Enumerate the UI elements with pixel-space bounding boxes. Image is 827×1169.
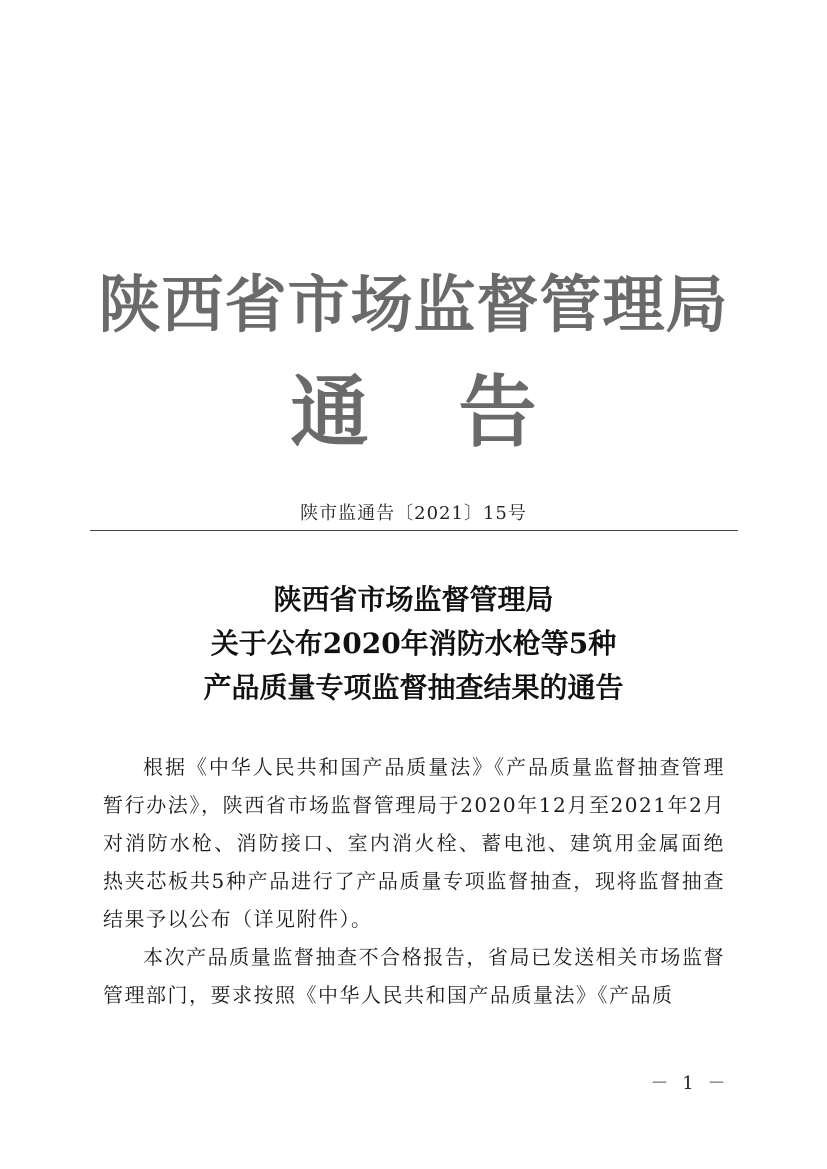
body-paragraph-2: 本次产品质量监督抽查不合格报告，省局已发送相关市场监督管理部门，要求按照《中华人民共和国产品质量法》《产品质 xyxy=(103,945,725,1007)
notice-type-heading: 通告 xyxy=(290,368,627,458)
header-separator-line xyxy=(90,530,738,531)
page-number: － 1 － xyxy=(650,1073,730,1094)
title-line-2: 关于公布2020年消防水枪等5种 xyxy=(210,627,617,660)
document-body xyxy=(103,748,725,1014)
document-number: 陕市监通告〔2021〕15号 xyxy=(300,503,527,524)
body-paragraph-1: 根据《中华人民共和国产品质量法》《产品质量监督抽查管理暂行办法》，陕西省市场监督管理局于2020年12月至2021年2月对消防水枪、消防接口、室内消火栓、蓄电池、建筑用金属面绝热夹芯板共5种产品进行了产品质量专项监督抽查，现将监督抽查结果予以公布（详见附件）。 xyxy=(103,755,725,931)
document-title xyxy=(0,578,827,710)
issuer-heading: 陕西省市场监督管理局 xyxy=(98,268,729,341)
title-line-3: 产品质量专项监督抽查结果的通告 xyxy=(203,671,624,704)
title-line-1: 陕西省市场监督管理局 xyxy=(273,583,554,616)
